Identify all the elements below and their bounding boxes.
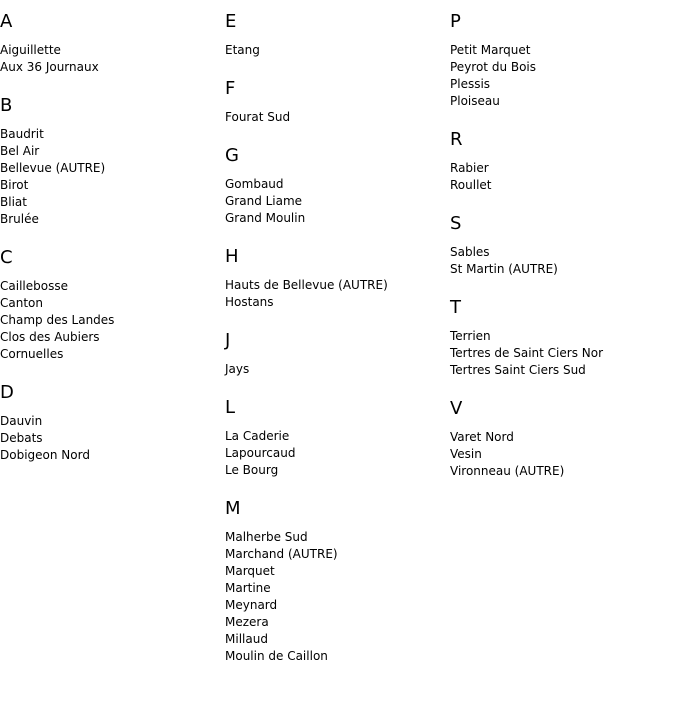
place-list <box>0 413 220 464</box>
place-link[interactable]: Malherbe Sud <box>225 530 308 544</box>
letter-heading: H <box>225 246 239 267</box>
place-link[interactable]: Moulin de Caillon <box>225 649 328 663</box>
place-link[interactable]: Dobigeon Nord <box>0 448 90 462</box>
place-link[interactable]: Aux 36 Journaux <box>0 60 99 74</box>
letter-section <box>450 212 670 278</box>
letter-heading: M <box>225 498 241 519</box>
letter-section <box>450 397 670 480</box>
letter-heading: C <box>0 247 13 268</box>
place-link[interactable]: Debats <box>0 431 43 445</box>
place-list <box>225 42 445 59</box>
place-link[interactable]: Bliat <box>0 195 27 209</box>
place-list <box>450 244 670 278</box>
directory-column <box>225 10 445 683</box>
place-list <box>0 278 220 363</box>
place-link[interactable]: Plessis <box>450 77 491 91</box>
place-list <box>450 429 670 480</box>
place-link[interactable]: Champ des Landes <box>0 313 115 327</box>
place-link[interactable]: Roullet <box>450 178 492 192</box>
place-link[interactable]: Aiguillette <box>0 43 61 57</box>
place-link[interactable]: La Caderie <box>225 429 290 443</box>
place-link[interactable]: Grand Liame <box>225 194 303 208</box>
place-link[interactable]: Fourat Sud <box>225 110 291 124</box>
place-link[interactable]: Peyrot du Bois <box>450 60 537 74</box>
letter-section <box>225 144 445 227</box>
place-link[interactable]: Hauts de Bellevue (AUTRE) <box>225 278 388 292</box>
letter-section <box>225 329 445 378</box>
place-link[interactable]: Hostans <box>225 295 274 309</box>
place-link[interactable]: Rabier <box>450 161 489 175</box>
place-link[interactable]: Bel Air <box>0 144 40 158</box>
place-link[interactable]: Marquet <box>225 564 275 578</box>
place-link[interactable]: Clos des Aubiers <box>0 330 100 344</box>
place-link[interactable]: Grand Moulin <box>225 211 306 225</box>
letter-section <box>225 77 445 126</box>
letter-section <box>225 245 445 311</box>
letter-heading: D <box>0 382 14 403</box>
place-list <box>225 277 445 311</box>
letter-heading: J <box>225 330 231 351</box>
place-link[interactable]: Varet Nord <box>450 430 514 444</box>
place-link[interactable]: Ploiseau <box>450 94 500 108</box>
place-link[interactable]: Millaud <box>225 632 268 646</box>
letter-section <box>225 10 445 59</box>
place-link[interactable]: Baudrit <box>0 127 44 141</box>
place-link[interactable]: Marchand (AUTRE) <box>225 547 338 561</box>
place-link[interactable]: Jays <box>225 362 250 376</box>
place-link[interactable]: Canton <box>0 296 43 310</box>
letter-section <box>0 246 220 363</box>
letter-section <box>225 396 445 479</box>
place-link[interactable]: Tertres Saint Ciers Sud <box>450 363 586 377</box>
place-link[interactable]: St Martin (AUTRE) <box>450 262 558 276</box>
place-link[interactable]: Bellevue (AUTRE) <box>0 161 106 175</box>
place-list <box>450 328 670 379</box>
place-link[interactable]: Tertres de Saint Ciers Nor <box>450 346 604 360</box>
letter-section <box>450 10 670 110</box>
place-link[interactable]: Martine <box>225 581 271 595</box>
place-list <box>0 42 220 76</box>
place-link[interactable]: Meynard <box>225 598 278 612</box>
place-list <box>225 428 445 479</box>
place-link[interactable]: Gombaud <box>225 177 284 191</box>
letter-heading: L <box>225 397 236 418</box>
place-link[interactable]: Dauvin <box>0 414 43 428</box>
letter-heading: B <box>0 95 13 116</box>
place-link[interactable]: Caillebosse <box>0 279 68 293</box>
directory-column <box>450 10 670 498</box>
place-link[interactable]: Vesin <box>450 447 482 461</box>
letter-section <box>0 94 220 228</box>
place-link[interactable]: Le Bourg <box>225 463 279 477</box>
place-list <box>450 42 670 110</box>
place-link[interactable]: Terrien <box>450 329 491 343</box>
place-list <box>450 160 670 194</box>
place-list <box>0 126 220 228</box>
place-link[interactable]: Cornuelles <box>0 347 64 361</box>
place-link[interactable]: Mezera <box>225 615 269 629</box>
letter-heading: V <box>450 398 463 419</box>
directory-column <box>0 10 220 482</box>
letter-heading: F <box>225 78 236 99</box>
letter-heading: S <box>450 213 462 234</box>
place-link[interactable]: Birot <box>0 178 29 192</box>
place-link[interactable]: Sables <box>450 245 490 259</box>
letter-section <box>0 381 220 464</box>
letter-heading: A <box>0 11 13 32</box>
letter-section <box>225 497 445 665</box>
place-link[interactable]: Petit Marquet <box>450 43 531 57</box>
place-list <box>225 361 445 378</box>
letter-heading: R <box>450 129 463 150</box>
place-link[interactable]: Etang <box>225 43 260 57</box>
letter-heading: G <box>225 145 239 166</box>
letter-section <box>450 128 670 194</box>
letter-heading: P <box>450 11 461 32</box>
place-link[interactable]: Vironneau (AUTRE) <box>450 464 565 478</box>
place-list <box>225 109 445 126</box>
place-link[interactable]: Lapourcaud <box>225 446 296 460</box>
place-link[interactable]: Brulée <box>0 212 39 226</box>
place-list <box>225 176 445 227</box>
place-list <box>225 529 445 665</box>
letter-heading: E <box>225 11 237 32</box>
letter-section <box>0 10 220 76</box>
letter-section <box>450 296 670 379</box>
letter-heading: T <box>450 297 461 318</box>
